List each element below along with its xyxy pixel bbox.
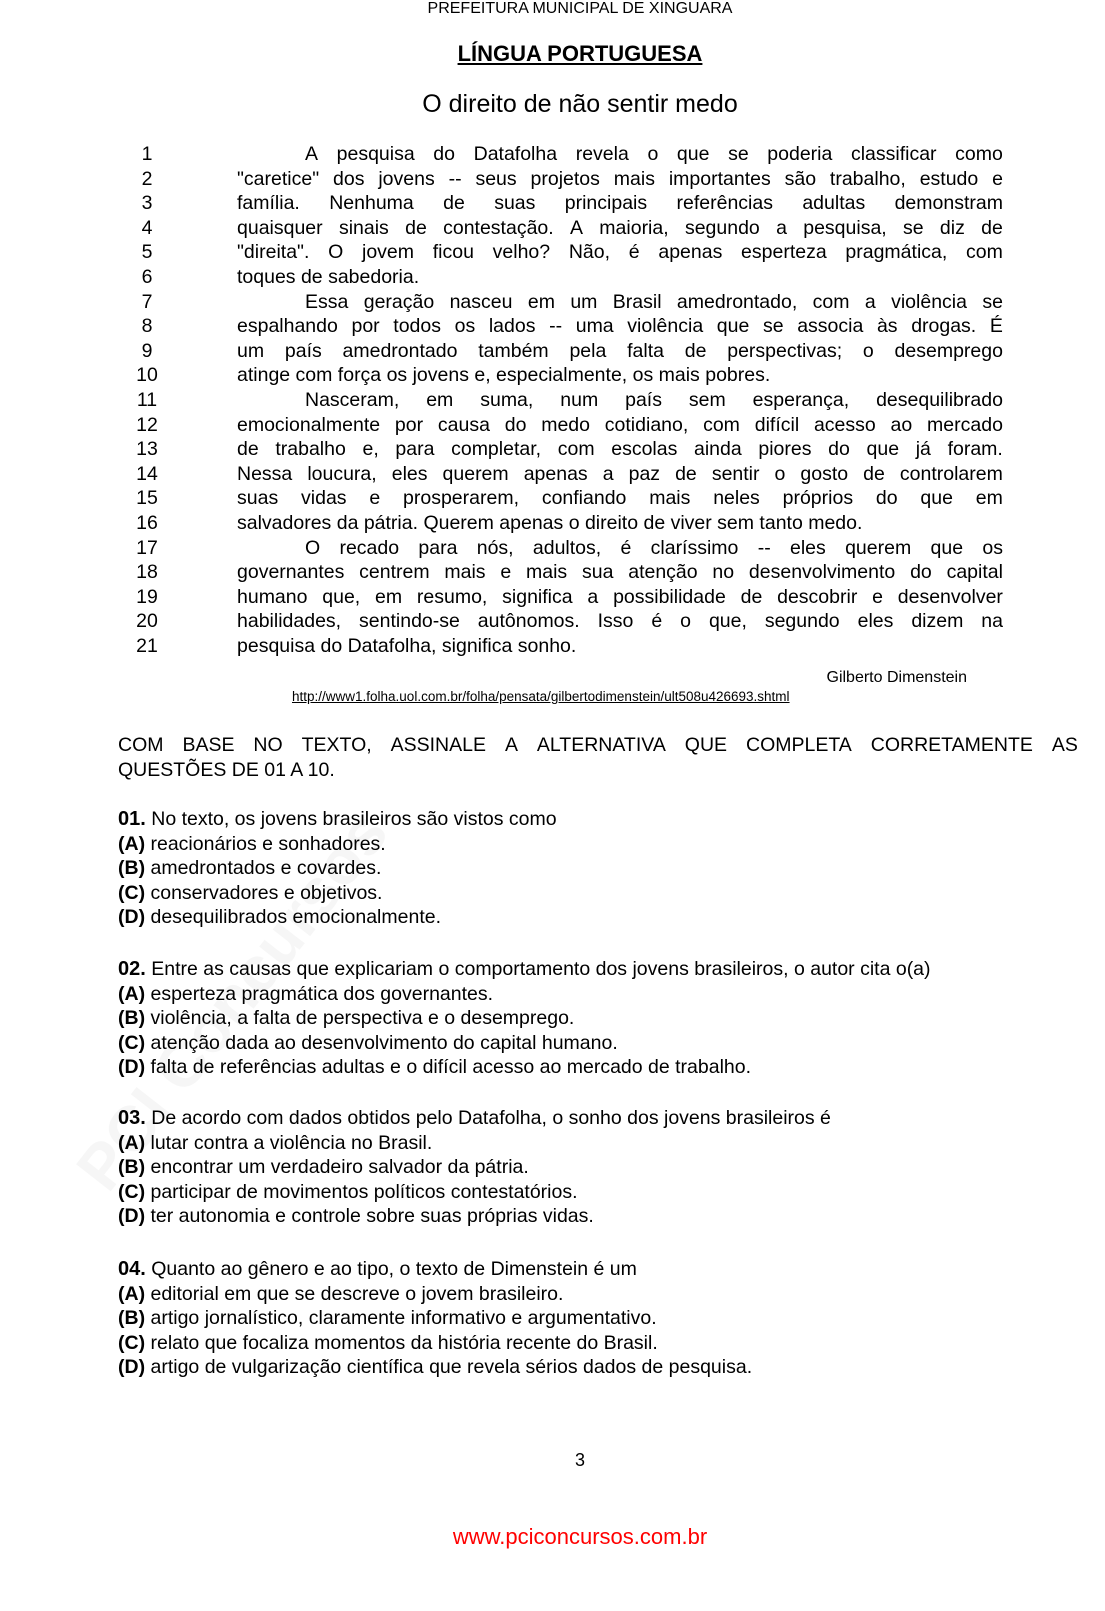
line-number: 11: [136, 388, 158, 411]
option-letter: (D): [118, 1056, 146, 1079]
text-line: [120, 167, 1003, 192]
option-text: falta de referências adultas e o difícil acesso ao mercado de trabalho.: [145, 1056, 752, 1079]
line-number: 20: [136, 610, 158, 633]
site-url-link[interactable]: www.pciconcursos.com.br: [452, 1524, 708, 1549]
line-number: 2: [141, 167, 153, 190]
line-text: espalhando por todos os lados -- uma violência que se associa às drogas. É: [237, 315, 1003, 338]
text-line: [120, 363, 1000, 388]
line-text: Nessa loucura, eles querem apenas a paz de sentir o gosto de controlarem: [237, 462, 1003, 485]
line-number: 6: [141, 265, 153, 288]
text-line: [120, 142, 1003, 167]
answer-option[interactable]: [118, 1306, 1098, 1331]
option-text: esperteza pragmática dos governantes.: [145, 982, 494, 1005]
answer-option[interactable]: [118, 1180, 1098, 1205]
text-line: [120, 585, 1003, 610]
option-letter: (A): [118, 1131, 146, 1154]
line-text: Nasceram, em suma, num país sem esperança, desequilibrado: [305, 388, 1003, 411]
line-text: um país amedrontado também pela falta de perspectivas; o desemprego: [237, 339, 1003, 362]
answer-option[interactable]: [118, 1331, 1098, 1356]
line-number: 16: [136, 511, 158, 534]
question-text: De acordo com dados obtidos pelo Datafolha, o sonho dos jovens brasileiros é: [145, 1107, 831, 1129]
answer-option[interactable]: [118, 881, 1098, 906]
text-line: [120, 413, 1003, 438]
answer-option[interactable]: [118, 1355, 1098, 1380]
line-number: 3: [141, 192, 153, 215]
option-letter: (B): [118, 1156, 146, 1179]
line-text: A pesquisa do Datafolha revela o que se poderia classificar como: [305, 143, 1003, 165]
text-line: [120, 511, 1000, 536]
option-letter: (C): [118, 1331, 146, 1354]
question-stem: [118, 807, 1098, 832]
answer-option[interactable]: [118, 1006, 1098, 1031]
answer-option[interactable]: [118, 905, 1098, 930]
answer-option[interactable]: [118, 1155, 1098, 1180]
line-number: 10: [136, 364, 158, 387]
text-line: [120, 339, 1003, 364]
answer-option[interactable]: [118, 1282, 1098, 1307]
instructions: [118, 733, 1078, 783]
line-number: 14: [136, 462, 158, 485]
line-text: humano que, em resumo, significa a possibilidade de descobrir e desenvolver: [237, 585, 1003, 608]
text-line: [120, 191, 1003, 216]
option-text: participar de movimentos políticos contestatórios.: [145, 1180, 578, 1203]
text-line: [120, 265, 1000, 290]
answer-option[interactable]: [118, 1055, 1098, 1080]
line-number: 1: [141, 143, 153, 165]
question-number: 02.: [118, 958, 146, 980]
question-stem: [118, 957, 1098, 982]
option-letter: (A): [118, 982, 146, 1005]
page-number: 3: [574, 1450, 585, 1470]
option-letter: (D): [118, 906, 146, 929]
option-letter: (C): [118, 881, 146, 904]
option-text: lutar contra a violência no Brasil.: [145, 1131, 433, 1154]
line-number: 9: [141, 339, 153, 362]
instructions-line-2: QUESTÕES DE 01 A 10.: [118, 759, 335, 781]
option-text: amedrontados e covardes.: [145, 857, 382, 880]
numbered-text-block: [120, 142, 1003, 658]
option-text: encontrar um verdadeiro salvador da pátria.: [145, 1156, 529, 1179]
answer-option[interactable]: [118, 1204, 1098, 1229]
line-text: de trabalho e, para completar, com escolas ainda piores do que já foram.: [237, 438, 1003, 461]
question-number: 04.: [118, 1258, 146, 1280]
article-author: Gilberto Dimenstein: [826, 669, 967, 686]
question-stem: [118, 1257, 1098, 1282]
option-text: reacionários e sonhadores.: [145, 832, 386, 855]
line-number: 18: [136, 561, 158, 584]
line-text: suas vidas e prosperarem, confiando mais neles próprios do que em: [237, 487, 1003, 510]
question-stem: [118, 1106, 1098, 1131]
question-02: [118, 957, 1098, 1080]
text-line: [120, 486, 1003, 511]
text-line: [120, 609, 1003, 634]
line-text: toques de sabedoria.: [237, 265, 420, 288]
line-text: família. Nenhuma de suas principais referências adultas demonstram: [237, 192, 1003, 215]
line-number: 15: [136, 487, 158, 510]
instructions-line-1: COM BASE NO TEXTO, ASSINALE A ALTERNATIVA QUE COMPLETA CORRETAMENTE AS: [118, 734, 1078, 756]
option-text: ter autonomia e controle sobre suas próprias vidas.: [145, 1205, 594, 1228]
option-text: desequilibrados emocionalmente.: [145, 906, 442, 929]
option-letter: (A): [118, 832, 146, 855]
option-text: violência, a falta de perspectiva e o desemprego.: [145, 1007, 575, 1030]
line-number: 7: [141, 290, 153, 313]
option-text: atenção dada ao desenvolvimento do capital humano.: [145, 1031, 618, 1054]
text-line: [120, 634, 1000, 659]
option-text: conservadores e objetivos.: [145, 881, 383, 904]
line-number: 12: [136, 413, 158, 436]
line-text: governantes centrem mais e mais sua atenção no desenvolvimento do capital: [237, 561, 1003, 584]
option-text: artigo jornalístico, claramente informativo e argumentativo.: [145, 1307, 657, 1330]
line-text: quaisquer sinais de contestação. A maioria, segundo a pesquisa, se diz de: [237, 216, 1003, 239]
question-text: No texto, os jovens brasileiros são vistos como: [145, 808, 557, 830]
source-link[interactable]: http://www1.folha.uol.com.br/folha/pensata/gilbertodimenstein/ult508u426693.shtml: [292, 689, 790, 704]
option-text: editorial em que se descreve o jovem brasileiro.: [145, 1282, 564, 1305]
line-number: 8: [141, 315, 153, 338]
question-text: Entre as causas que explicariam o comportamento dos jovens brasileiros, o autor cita o(a): [145, 958, 931, 980]
line-number: 4: [141, 216, 153, 239]
answer-option[interactable]: [118, 832, 1098, 857]
text-line: [120, 290, 1003, 315]
text-line: [120, 388, 1003, 413]
line-text: pesquisa do Datafolha, significa sonho.: [237, 634, 577, 657]
question-text: Quanto ao gênero e ao tipo, o texto de Dimenstein é um: [145, 1258, 637, 1280]
option-text: relato que focaliza momentos da história recente do Brasil.: [145, 1331, 658, 1354]
line-number: 19: [136, 585, 158, 608]
option-letter: (D): [118, 1205, 146, 1228]
option-letter: (B): [118, 857, 146, 880]
line-text: Essa geração nasceu em um Brasil amedrontado, com a violência se: [305, 290, 1003, 313]
text-line: [120, 437, 1003, 462]
line-number: 5: [141, 241, 153, 264]
option-letter: (C): [118, 1031, 146, 1054]
article-title: O direito de não sentir medo: [422, 90, 738, 118]
line-text: O recado para nós, adultos, é claríssimo -- eles querem que os: [305, 536, 1003, 559]
line-text: "caretice" dos jovens -- seus projetos mais importantes são trabalho, estudo e: [237, 167, 1003, 190]
line-text: atinge com força os jovens e, especialmente, os mais pobres.: [237, 364, 771, 387]
organization-header: PREFEITURA MUNICIPAL DE XINGUARA: [427, 0, 733, 17]
line-text: habilidades, sentindo-se autônomos. Isso é o que, segundo eles dizem na: [237, 610, 1003, 633]
option-letter: (B): [118, 1007, 146, 1030]
question-01: [118, 807, 1098, 930]
option-letter: (A): [118, 1282, 146, 1305]
text-line: [120, 314, 1003, 339]
text-line: [120, 462, 1003, 487]
option-letter: (C): [118, 1180, 146, 1203]
line-number: 17: [136, 536, 158, 559]
line-text: "direita". O jovem ficou velho? Não, é apenas esperteza pragmática, com: [237, 241, 1003, 264]
line-number: 21: [136, 634, 158, 657]
text-line: [120, 560, 1003, 585]
answer-option[interactable]: [118, 982, 1098, 1007]
section-title: LÍNGUA PORTUGUESA: [457, 41, 703, 66]
line-text: salvadores da pátria. Querem apenas o direito de viver sem tanto medo.: [237, 511, 863, 534]
option-letter: (B): [118, 1307, 146, 1330]
answer-option[interactable]: [118, 1031, 1098, 1056]
option-letter: (D): [118, 1356, 146, 1379]
text-line: [120, 240, 1003, 265]
text-line: [120, 216, 1003, 241]
line-number: 13: [136, 438, 158, 461]
question-number: 01.: [118, 808, 146, 830]
question-03: [118, 1106, 1098, 1229]
question-number: 03.: [118, 1107, 146, 1129]
line-text: emocionalmente por causa do medo cotidiano, com difícil acesso ao mercado: [237, 413, 1003, 436]
option-text: artigo de vulgarização científica que revela sérios dados de pesquisa.: [145, 1356, 753, 1379]
answer-option[interactable]: [118, 856, 1098, 881]
question-04: [118, 1257, 1098, 1380]
answer-option[interactable]: [118, 1131, 1098, 1156]
text-line: [120, 536, 1003, 561]
